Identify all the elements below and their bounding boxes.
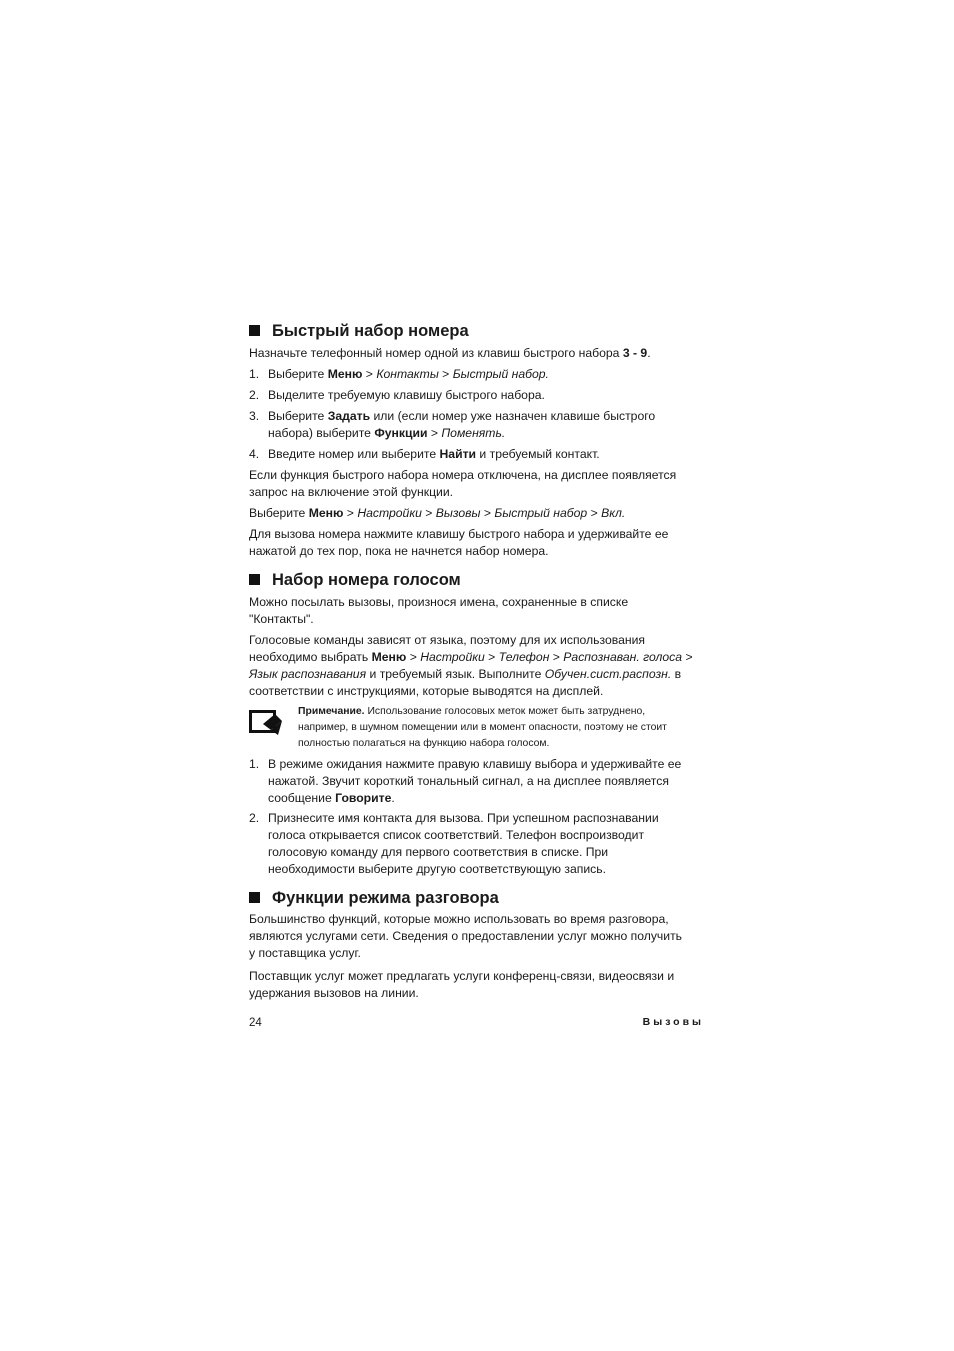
bullet-square-icon: [249, 892, 260, 903]
heading-call-functions: Функции режима разговора: [249, 888, 499, 908]
list-item: 2. Признесите имя контакта для вызова. При успешном распознавании голоса открывается список соответствий. Телефон воспроизводит голосовую команду для первого соответствия в списке. При необходимости выберите другую соответствующую запись.: [249, 811, 659, 876]
section-name: Вызовы: [642, 1016, 704, 1028]
paragraph: Назначьте телефонный номер одной из клавиш быстрого набора 3 - 9.: [249, 346, 651, 360]
paragraph: Голосовые команды зависят от языка, поэтому для их использования необходимо выбрать Меню > Настройки > Телефон > Распознаван. голоса > Язык распознавания и требуемый язык. Выполните Обучен.сист.распозн. в соответствии с инструкциями, которые выводятся на дисплей.: [249, 633, 693, 698]
heading-voice-dialing: Набор номера голосом: [249, 570, 461, 590]
list-item: 1. В режиме ожидания нажмите правую клавишу выбора и удерживайте ее нажатой. Звучит короткий тональный сигнал, а на дисплее появляется сообщение Говорите.: [249, 757, 682, 805]
list-item: 3. Выберите Задать или (если номер уже назначен клавише быстрого набора) выберите Функции > Поменять.: [249, 409, 656, 440]
bullet-square-icon: [249, 574, 260, 585]
note-icon: [249, 708, 285, 736]
bullet-square-icon: [249, 325, 260, 336]
paragraph: Выберите Меню > Настройки > Вызовы > Быстрый набор > Вкл.: [249, 506, 626, 520]
paragraph: Поставщик услуг может предлагать услуги конференц-связи, видеосвязи и удержания вызовов на линии.: [249, 969, 675, 1000]
note-text: Примечание. Использование голосовых меток может быть затруднено, например, в шумном помещении или в момент опасности, поэтому не стоит полностью полагаться на функцию набора голосом.: [298, 706, 667, 749]
heading-speed-dial: Быстрый набор номера: [249, 321, 469, 341]
paragraph: Если функция быстрого набора номера отключена, на дисплее появляется запрос на включение этой функции.: [249, 468, 677, 499]
page-number: 24: [249, 1017, 262, 1029]
paragraph: Для вызова номера нажмите клавишу быстрого набора и удерживайте ее нажатой до тех пор, пока не начнется набор номера.: [249, 527, 669, 558]
paragraph: Большинство функций, которые можно использовать во время разговора, являются услугами сети. Сведения о предоставлении услуг можно получить у поставщика услуг.: [249, 912, 683, 960]
paragraph: Можно посылать вызовы, произнося имена, сохраненные в списке "Контакты".: [249, 595, 629, 626]
